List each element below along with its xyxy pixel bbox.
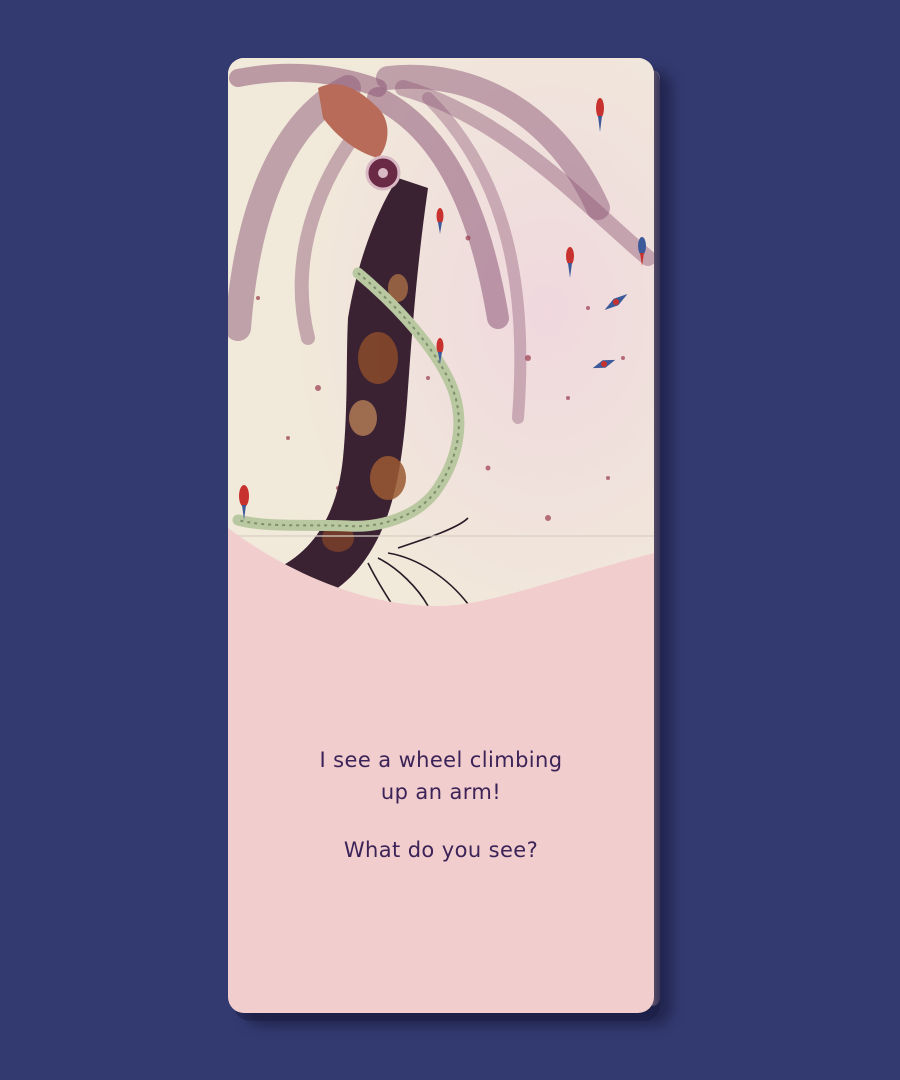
caption-line-1: I see a wheel climbing xyxy=(319,748,563,772)
book-card xyxy=(228,58,654,1013)
caption-line-2: up an arm! xyxy=(380,780,502,804)
artwork-illustration xyxy=(228,58,654,618)
caption-question: What do you see? xyxy=(343,838,539,862)
